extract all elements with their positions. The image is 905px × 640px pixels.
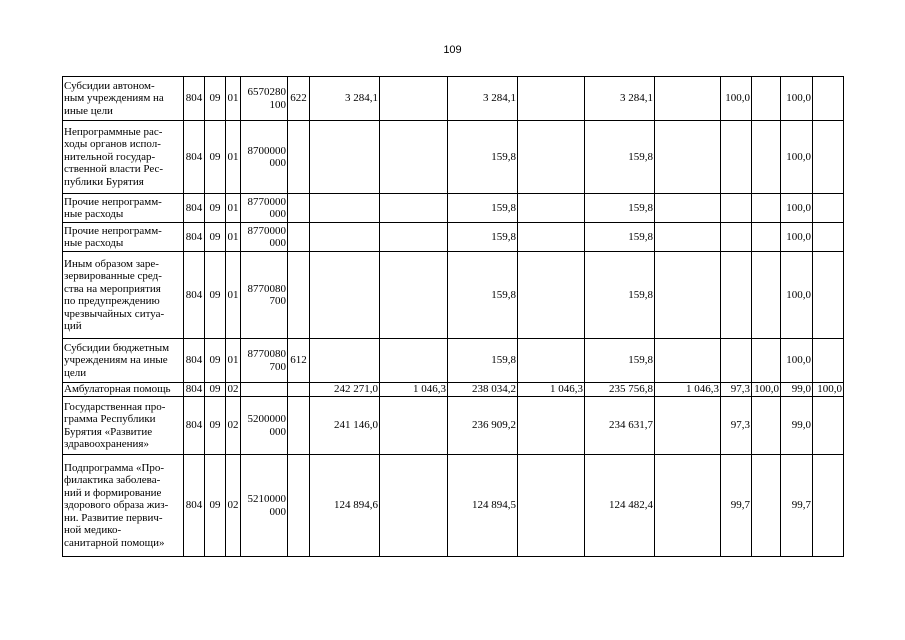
table-row — [63, 339, 844, 383]
plan-fed-cell: 1 046,3 — [380, 383, 448, 397]
pct-adjusted-cell: 100,0 — [781, 121, 813, 194]
pct-adjusted-cell: 100,0 — [781, 252, 813, 339]
pct-adjusted-cell: 100,0 — [781, 77, 813, 121]
pct-adjusted-cell: 100,0 — [781, 223, 813, 252]
rz-cell: 09 — [205, 339, 226, 383]
pct-plan-cell — [721, 223, 752, 252]
plan-cell: 124 894,6 — [310, 455, 380, 557]
executed-fed-cell — [655, 339, 721, 383]
vr-cell: 612 — [288, 339, 310, 383]
pr-cell: 01 — [226, 223, 241, 252]
vr-cell — [288, 383, 310, 397]
vr-cell — [288, 223, 310, 252]
pct-plan-cell: 97,3 — [721, 383, 752, 397]
plan-cell: 3 284,1 — [310, 77, 380, 121]
pct-adjusted-cell: 99,0 — [781, 397, 813, 455]
pct-adjusted-fed-cell: 100,0 — [813, 383, 844, 397]
adjusted-cell: 236 909,2 — [448, 397, 518, 455]
pct-plan-fed-cell — [752, 252, 781, 339]
executed-fed-cell — [655, 194, 721, 223]
plan-fed-cell — [380, 223, 448, 252]
target-cell: 5200000 000 — [241, 397, 288, 455]
pct-adjusted-fed-cell — [813, 397, 844, 455]
adjusted-cell: 159,8 — [448, 121, 518, 194]
pct-plan-fed-cell — [752, 77, 781, 121]
table-row — [63, 397, 844, 455]
adjusted-fed-cell: 1 046,3 — [518, 383, 585, 397]
adjusted-cell: 238 034,2 — [448, 383, 518, 397]
pct-plan-cell — [721, 194, 752, 223]
rz-cell: 09 — [205, 194, 226, 223]
target-cell: 8700000 000 — [241, 121, 288, 194]
rz-cell: 09 — [205, 223, 226, 252]
executed-fed-cell — [655, 252, 721, 339]
pct-adjusted-fed-cell — [813, 77, 844, 121]
target-cell: 5210000 000 — [241, 455, 288, 557]
table-row — [63, 121, 844, 194]
executed-fed-cell — [655, 455, 721, 557]
executed-fed-cell — [655, 121, 721, 194]
executed-cell: 159,8 — [585, 194, 655, 223]
table-row — [63, 194, 844, 223]
plan-fed-cell — [380, 339, 448, 383]
pct-adjusted-cell: 99,0 — [781, 383, 813, 397]
pr-cell: 02 — [226, 397, 241, 455]
target-cell: 6570280 100 — [241, 77, 288, 121]
adjusted-cell: 124 894,5 — [448, 455, 518, 557]
executed-cell: 234 631,7 — [585, 397, 655, 455]
ved-cell: 804 — [184, 339, 205, 383]
plan-cell — [310, 194, 380, 223]
adjusted-fed-cell — [518, 455, 585, 557]
executed-fed-cell — [655, 397, 721, 455]
adjusted-fed-cell — [518, 223, 585, 252]
adjusted-fed-cell — [518, 252, 585, 339]
target-cell: 8770080 700 — [241, 339, 288, 383]
rz-cell: 09 — [205, 383, 226, 397]
pct-plan-fed-cell — [752, 455, 781, 557]
target-cell: 8770000 000 — [241, 194, 288, 223]
name-cell: Субсидии автоном- ным учреждениям на иные цели — [63, 77, 184, 121]
vr-cell — [288, 397, 310, 455]
plan-fed-cell — [380, 397, 448, 455]
pct-plan-cell — [721, 121, 752, 194]
rz-cell: 09 — [205, 252, 226, 339]
pct-plan-fed-cell — [752, 339, 781, 383]
table-row — [63, 77, 844, 121]
adjusted-fed-cell — [518, 121, 585, 194]
pr-cell: 01 — [226, 121, 241, 194]
pr-cell: 01 — [226, 194, 241, 223]
plan-fed-cell — [380, 455, 448, 557]
name-cell: Иным образом заре- зервированные сред- ства на мероприятия по предупреждению чрезвычайных ситуа- ций — [63, 252, 184, 339]
rz-cell: 09 — [205, 397, 226, 455]
adjusted-cell: 3 284,1 — [448, 77, 518, 121]
ved-cell: 804 — [184, 121, 205, 194]
plan-cell: 242 271,0 — [310, 383, 380, 397]
pct-plan-fed-cell: 100,0 — [752, 383, 781, 397]
executed-cell: 235 756,8 — [585, 383, 655, 397]
executed-cell: 159,8 — [585, 121, 655, 194]
pct-plan-fed-cell — [752, 121, 781, 194]
table-row — [63, 455, 844, 557]
pct-adjusted-fed-cell — [813, 339, 844, 383]
executed-cell: 159,8 — [585, 223, 655, 252]
pct-adjusted-fed-cell — [813, 121, 844, 194]
name-cell: Государственная про- грамма Республики Бурятия «Развитие здравоохранения» — [63, 397, 184, 455]
plan-cell: 241 146,0 — [310, 397, 380, 455]
name-cell: Прочие непрограмм- ные расходы — [63, 223, 184, 252]
table-row — [63, 383, 844, 397]
ved-cell: 804 — [184, 77, 205, 121]
name-cell: Непрограммные рас- ходы органов испол- нительной государ- ственной власти Рес- публики Бурятия — [63, 121, 184, 194]
pr-cell: 01 — [226, 252, 241, 339]
executed-fed-cell: 1 046,3 — [655, 383, 721, 397]
pct-plan-cell — [721, 252, 752, 339]
vr-cell — [288, 455, 310, 557]
budget-table — [62, 76, 844, 557]
adjusted-fed-cell — [518, 339, 585, 383]
plan-cell — [310, 339, 380, 383]
rz-cell: 09 — [205, 121, 226, 194]
adjusted-cell: 159,8 — [448, 194, 518, 223]
plan-fed-cell — [380, 252, 448, 339]
ved-cell: 804 — [184, 383, 205, 397]
ved-cell: 804 — [184, 455, 205, 557]
target-cell — [241, 383, 288, 397]
vr-cell — [288, 252, 310, 339]
name-cell: Амбулаторная помощь — [63, 383, 184, 397]
adjusted-fed-cell — [518, 77, 585, 121]
ved-cell: 804 — [184, 194, 205, 223]
executed-cell: 159,8 — [585, 339, 655, 383]
executed-fed-cell — [655, 77, 721, 121]
target-cell: 8770000 000 — [241, 223, 288, 252]
target-cell: 8770080 700 — [241, 252, 288, 339]
pr-cell: 02 — [226, 455, 241, 557]
vr-cell — [288, 121, 310, 194]
adjusted-fed-cell — [518, 194, 585, 223]
adjusted-fed-cell — [518, 397, 585, 455]
name-cell: Прочие непрограмм- ные расходы — [63, 194, 184, 223]
plan-fed-cell — [380, 77, 448, 121]
executed-fed-cell — [655, 223, 721, 252]
plan-cell — [310, 252, 380, 339]
pct-plan-cell — [721, 339, 752, 383]
executed-cell: 3 284,1 — [585, 77, 655, 121]
rz-cell: 09 — [205, 455, 226, 557]
plan-cell — [310, 121, 380, 194]
pct-plan-cell: 97,3 — [721, 397, 752, 455]
pct-adjusted-fed-cell — [813, 194, 844, 223]
pct-plan-fed-cell — [752, 223, 781, 252]
plan-fed-cell — [380, 121, 448, 194]
adjusted-cell: 159,8 — [448, 252, 518, 339]
plan-cell — [310, 223, 380, 252]
vr-cell: 622 — [288, 77, 310, 121]
name-cell: Подпрограмма «Про- филактика заболева- ний и формирование здорового образа жиз- ни. Развитие первич- ной медико- санитарной помощи» — [63, 455, 184, 557]
adjusted-cell: 159,8 — [448, 223, 518, 252]
pct-adjusted-fed-cell — [813, 223, 844, 252]
pct-plan-cell: 99,7 — [721, 455, 752, 557]
ved-cell: 804 — [184, 252, 205, 339]
pct-plan-fed-cell — [752, 397, 781, 455]
page-number: 109 — [443, 44, 462, 56]
pct-adjusted-fed-cell — [813, 252, 844, 339]
ved-cell: 804 — [184, 223, 205, 252]
executed-cell: 124 482,4 — [585, 455, 655, 557]
adjusted-cell: 159,8 — [448, 339, 518, 383]
pr-cell: 01 — [226, 77, 241, 121]
pr-cell: 01 — [226, 339, 241, 383]
pct-plan-cell: 100,0 — [721, 77, 752, 121]
plan-fed-cell — [380, 194, 448, 223]
name-cell: Субсидии бюджетным учреждениям на иные цели — [63, 339, 184, 383]
vr-cell — [288, 194, 310, 223]
pct-adjusted-cell: 99,7 — [781, 455, 813, 557]
table-row — [63, 252, 844, 339]
table-row — [63, 223, 844, 252]
pct-adjusted-fed-cell — [813, 455, 844, 557]
pct-plan-fed-cell — [752, 194, 781, 223]
pct-adjusted-cell: 100,0 — [781, 194, 813, 223]
rz-cell: 09 — [205, 77, 226, 121]
pr-cell: 02 — [227, 383, 239, 396]
executed-cell: 159,8 — [585, 252, 655, 339]
pct-adjusted-cell: 100,0 — [781, 339, 813, 383]
ved-cell: 804 — [184, 397, 205, 455]
